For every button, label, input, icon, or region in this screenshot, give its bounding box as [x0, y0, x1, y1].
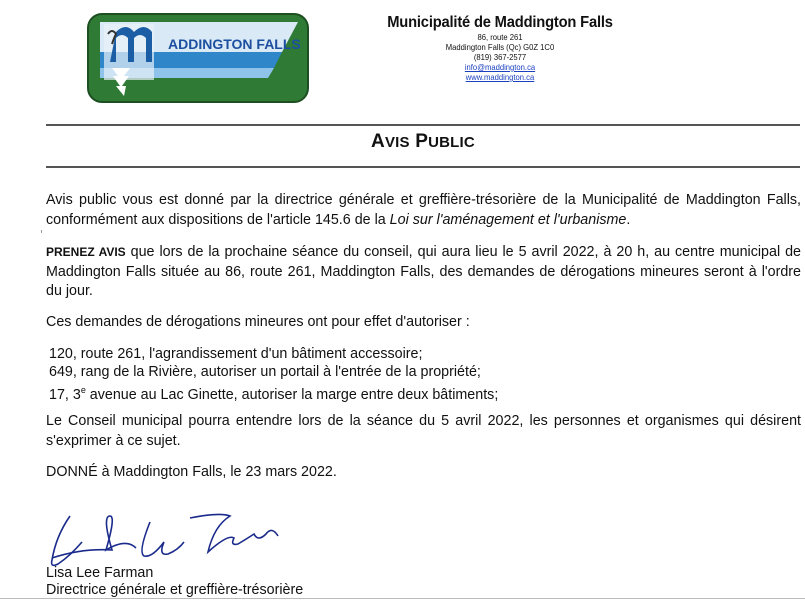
paragraph-given: DONNÉ à Maddington Falls, le 23 mars 2022. [46, 464, 337, 480]
municipality-logo [86, 12, 310, 104]
paragraph-requests: Ces demandes de dérogations mineures ont pour effet d'autoriser : [46, 314, 470, 330]
signatory-title: Directrice générale et greffière-trésorière [46, 582, 304, 598]
list-item [49, 381, 498, 405]
list-item-3-start: 17, 3 [49, 386, 81, 403]
address-line-1: 86, route 261 [477, 32, 523, 42]
header-divider-top [46, 124, 800, 126]
list-item-3-sup: e [80, 385, 86, 395]
title-rest-a: VIS [384, 134, 410, 151]
list-item-3-end: avenue au Lac Ginette, autoriser la marge entre deux bâtiments; [85, 386, 499, 403]
handwritten-signature [40, 508, 280, 570]
notice-text: que lors de la prochaine séance du conseil, qui aura lieu le 5 avril 2022, à 20 h, au centre municipal de Maddington Falls située au 86, route 261, Maddington Falls, des demandes de dérogations mineures seront à l'ordre du jour. [46, 244, 801, 299]
list-item: 649, rang de la Rivière, autoriser un portail à l'entrée de la propriété; [49, 364, 481, 380]
notice-lead: PRENEZ AVIS [46, 245, 126, 259]
title-letter-a: A [371, 131, 385, 152]
signatory-name: Lisa Lee Farman [46, 565, 154, 581]
org-header [320, 14, 680, 82]
page-bottom-border [0, 598, 805, 599]
email-link[interactable]: info@maddington.ca [464, 62, 536, 72]
intro-text: Avis public vous est donné par la directrice générale et greffière-trésorière de la Municipalité de Maddington Falls, conformément aux dispositions de l'article 145.6 de la [46, 192, 801, 228]
title-letter-p: P [415, 131, 429, 152]
paragraph-council: Le Conseil municipal pourra entendre lors de la séance du 5 avril 2022, les personnes et organismes qui désirent s'exprimer à ce sujet. [46, 413, 801, 449]
address-line-2: Maddington Falls (Qc) G0Z 1C0 [445, 42, 555, 52]
phone-number: (819) 367-2577 [473, 52, 527, 62]
list-item: 120, route 261, l'agrandissement d'un bâtiment accessoire; [49, 346, 423, 362]
law-title: Loi sur l'aménagement et l'urbanisme [389, 211, 627, 228]
org-name: Municipalité de Maddington Falls [387, 14, 613, 31]
website-link[interactable]: www.maddington.ca [465, 72, 535, 82]
title-rest-p: UBLIC [428, 134, 475, 151]
logo-text: ADDINGTON FALLS [168, 36, 301, 52]
paragraph-notice [46, 243, 801, 302]
header-divider-bottom [46, 166, 800, 168]
margin-mark [41, 230, 42, 233]
page-title [46, 131, 800, 153]
paragraph-intro [46, 191, 801, 230]
intro-end: . [626, 211, 631, 228]
